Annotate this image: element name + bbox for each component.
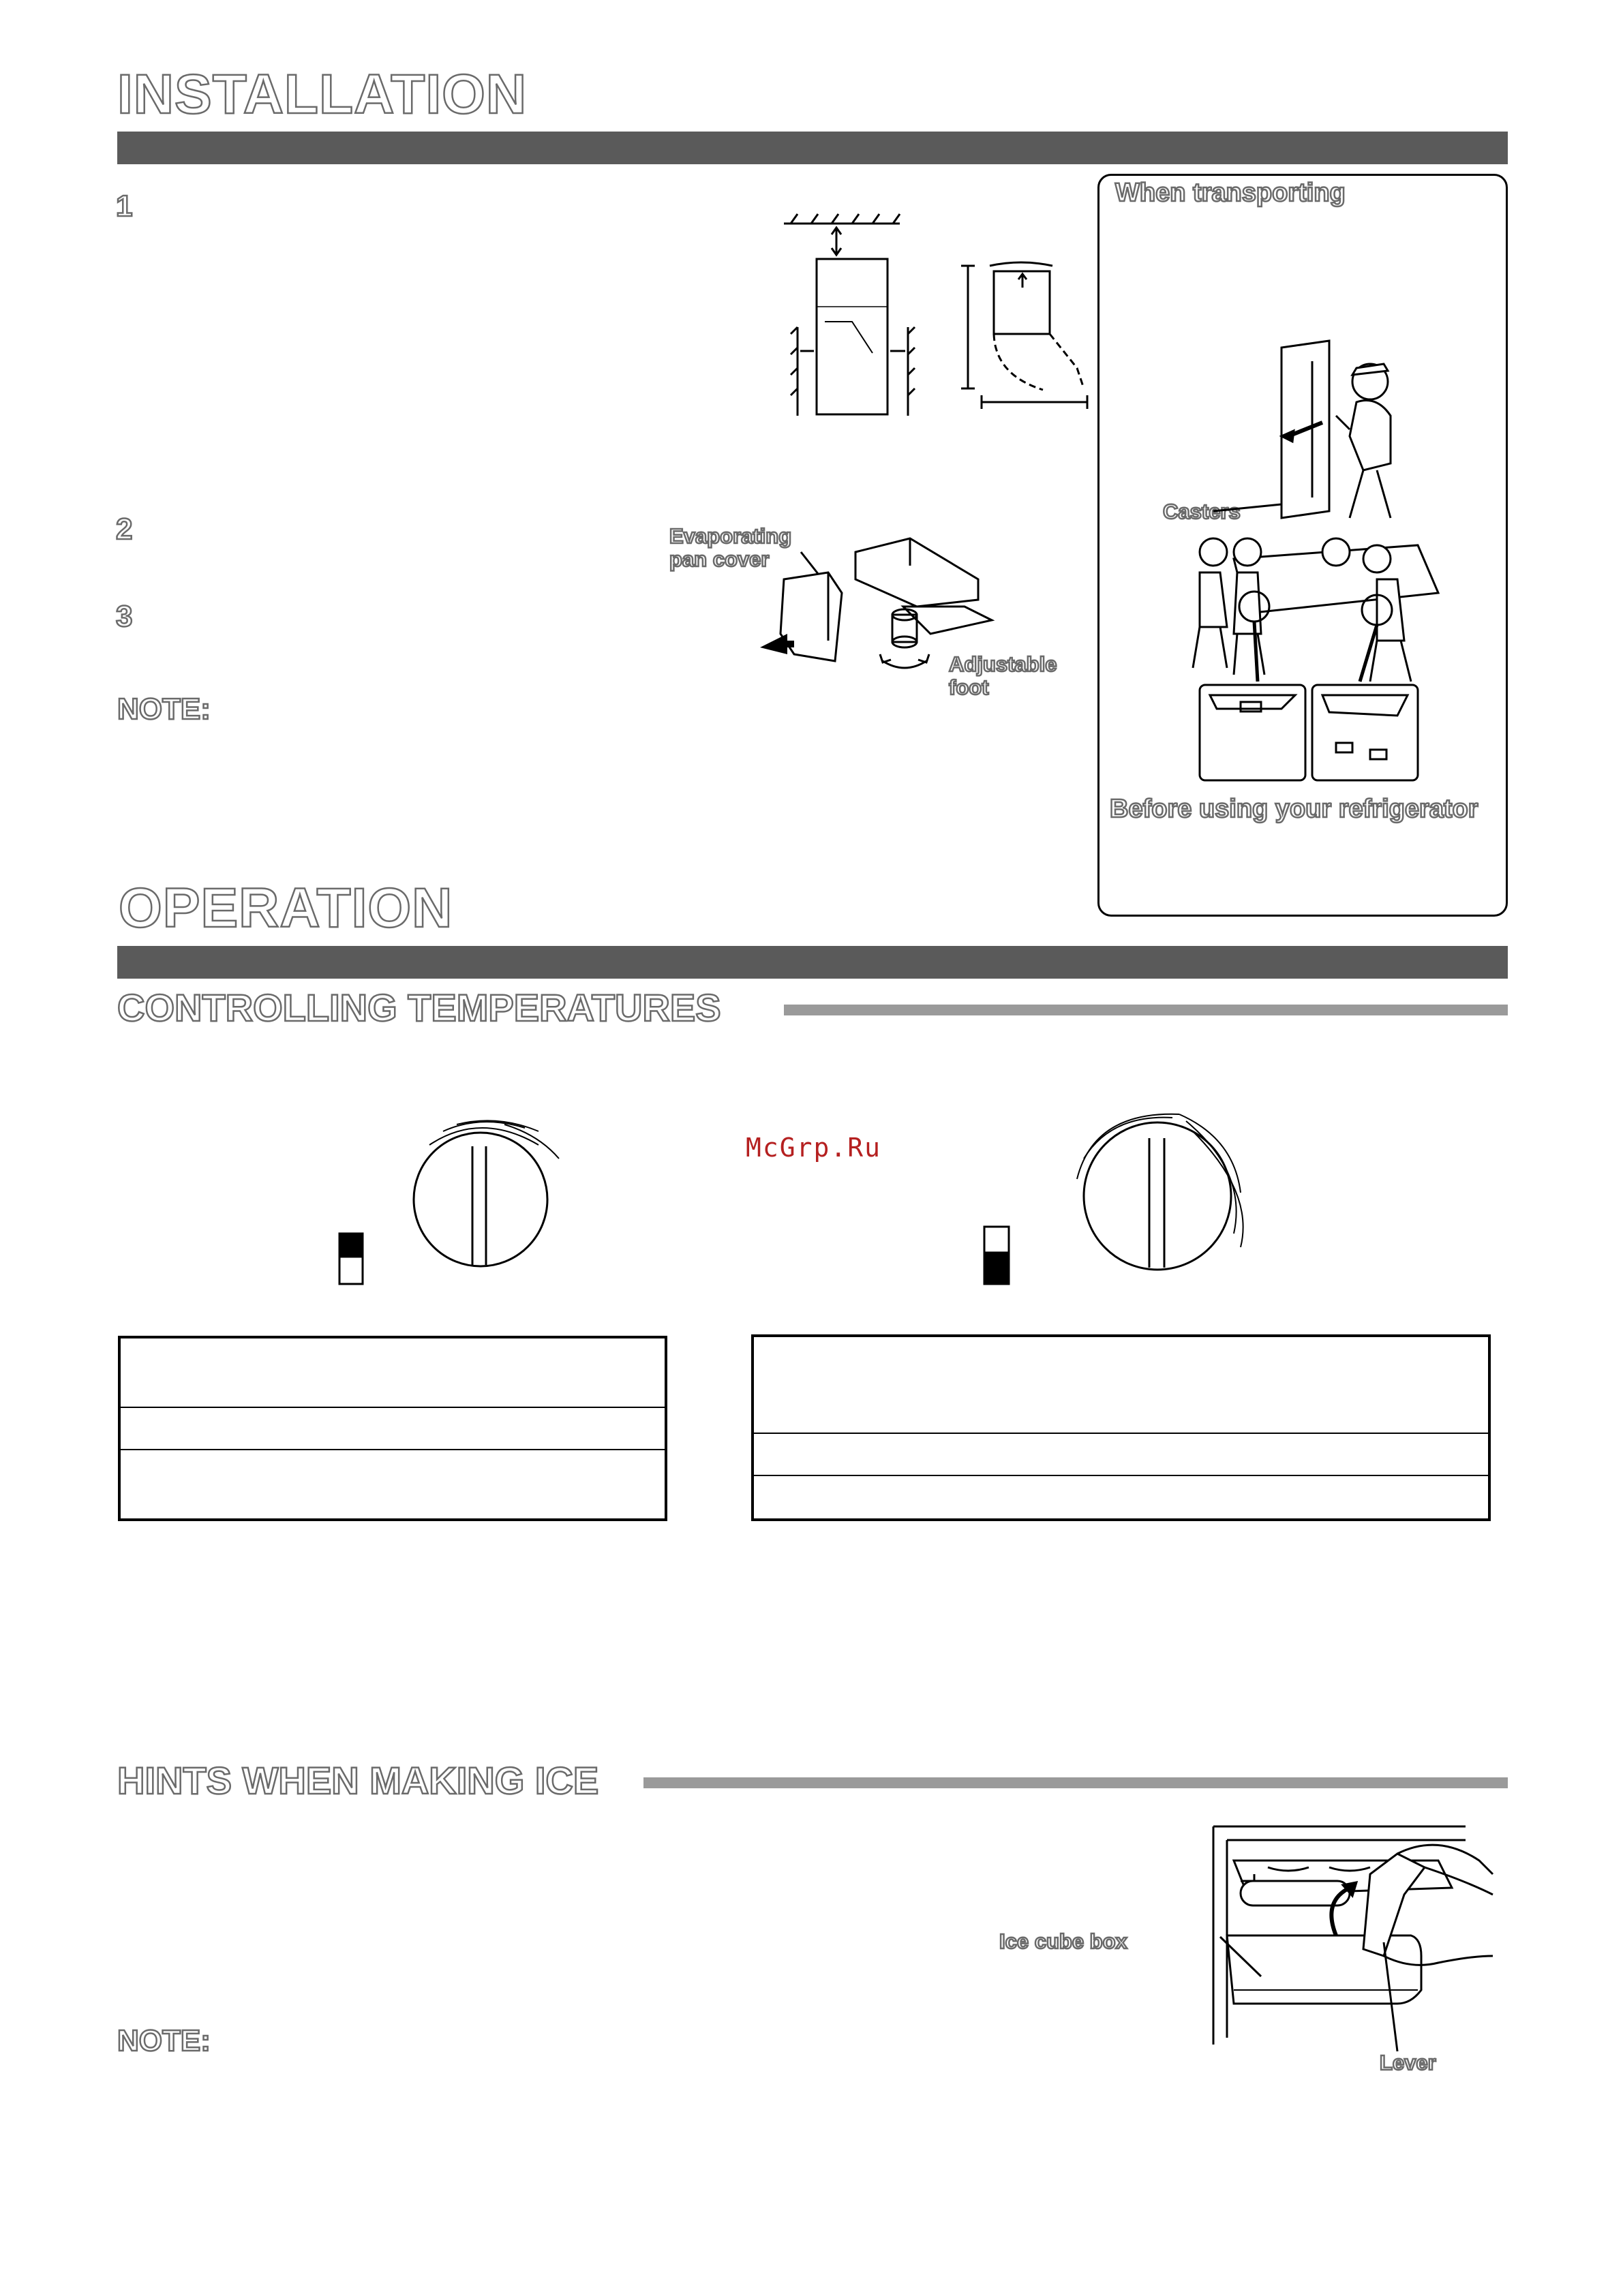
- refrigerator-control-dial[interactable]: [975, 1097, 1261, 1295]
- table-divider: [121, 1407, 665, 1408]
- hints-making-ice-rule: [643, 1777, 1508, 1788]
- installation-title: INSTALLATION: [117, 63, 528, 125]
- controlling-temperatures-title: CONTROLLING TEMPERATURES: [117, 986, 721, 1029]
- clearance-diagram: [777, 211, 1091, 423]
- controlling-temperatures-rule: [784, 1005, 1508, 1015]
- lever-label: Lever: [1380, 2051, 1436, 2075]
- adjustable-foot-label: Adjustable foot: [949, 652, 1057, 699]
- transport-illustration: [1172, 341, 1472, 791]
- hints-note-label: NOTE:: [117, 2024, 211, 2057]
- installation-note-label: NOTE:: [117, 692, 211, 726]
- ice-cube-box-label: Ice cube box: [999, 1929, 1127, 1953]
- casters-label: Casters: [1163, 500, 1241, 523]
- table-divider: [754, 1475, 1488, 1476]
- step-3-number: 3: [116, 600, 133, 633]
- operation-title: OPERATION: [119, 877, 453, 939]
- step-1-number: 1: [116, 189, 133, 223]
- hints-making-ice-title: HINTS WHEN MAKING ICE: [117, 1759, 599, 1802]
- freezer-settings-table: [118, 1336, 667, 1521]
- table-divider: [121, 1449, 665, 1450]
- step-2-number: 2: [116, 512, 133, 546]
- adjustable-foot-diagram: [746, 538, 1026, 675]
- ice-maker-illustration: [1152, 1820, 1506, 2065]
- operation-title-bar: [117, 946, 1508, 979]
- freezer-control-dial[interactable]: [334, 1104, 579, 1295]
- table-divider: [754, 1433, 1488, 1434]
- transport-box-title: When transporting: [1115, 179, 1346, 207]
- installation-title-bar: [117, 132, 1508, 164]
- refrigerator-settings-table: [751, 1334, 1491, 1521]
- watermark: McGrp.Ru: [746, 1133, 882, 1163]
- before-using-title: Before using your refrigerator: [1110, 795, 1478, 823]
- evaporating-pan-cover-label: Evaporating pan cover: [669, 524, 792, 571]
